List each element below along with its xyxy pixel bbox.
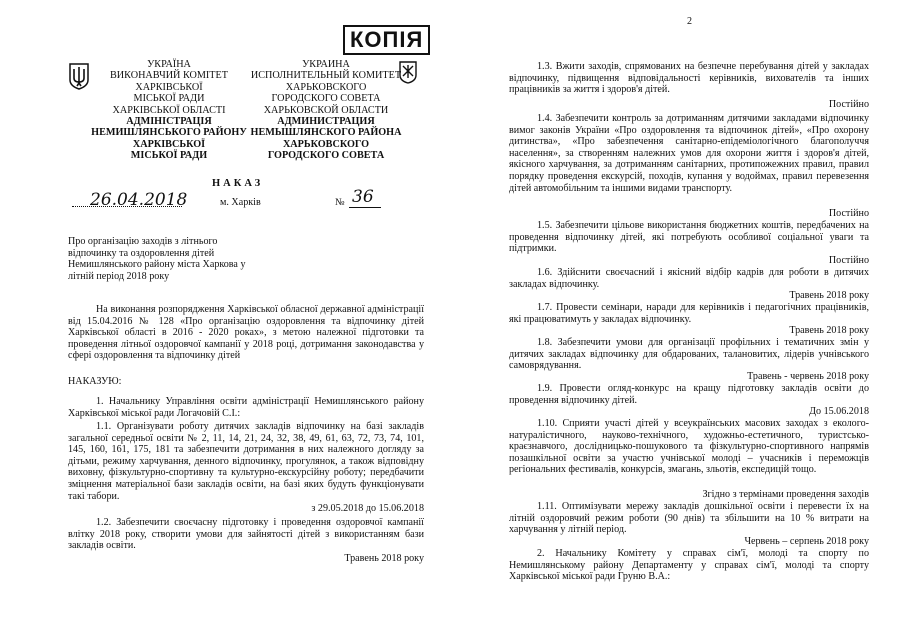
order-word: НАКАЗУЮ: [68,376,122,387]
item-1-6-term: Травень 2018 року [789,290,869,301]
item-1-8: 1.8. Забезпечити умови для організації профільних і тематичних змін у дитячих закладах відпочинку для обдарованих, талановитих, лідерів учнівського самоврядування. [509,337,869,372]
item-1: 1. Начальнику Управління освіти адміністрації Немишлянського району Харківської міської ради Логачовій С.І.: [68,396,424,419]
item-1-9: 1.9. Провести огляд-конкурс на кращу підготовку закладів освіти до проведення відпочинку дітей. [509,383,869,406]
item-1-2-term: Травень 2018 року [344,553,424,564]
page-right [451,0,902,640]
document-type: НАКАЗ [212,178,264,189]
item-1-1: 1.1. Організувати роботу дитячих закладів відпочинку на базі закладів загальної середньої освіти № 2, 11, 14, 21, 24, 32, 38, 49, 61, 63, 72, 73, 74, 101, 145, 160, 161, 175, 181 та забезпечити дотримання в них належного догляду за дітьми, режиму харчування, денного відпочинку, прогулянок, а також відповідну виховну, фізкультурно-спортивну та культурно-екскурсійну роботу; передбачити зміцнення матеріальної бази закладів освіти, на базі яких будуть функціонувати такі табори. [68,421,424,502]
item-1-8-term: Травень - червень 2018 року [747,371,869,382]
item-1-3: 1.3. Вжити заходів, спрямованих на безпечне перебування дітей у закладах відпочинку, підвищення відповідальності керівників, вихователів та інших працівників за життя і здоров'я дітей. [509,61,869,96]
handwritten-date: 26.04.2018 [90,190,188,210]
item-1-10-term: Згідно з термінами проведення заходів [702,489,869,500]
item-1-7: 1.7. Провести семінари, наради для керівників і педагогічних працівників, які працюватимуть у закладах відпочинку. [509,302,869,325]
item-1-11: 1.11. Оптимізувати мережу закладів дошкільної освіти і перевести їх на літній оздоровчий режим роботи (90 днів) та збільшити на 10 % витрати на харчування у літній період. [509,501,869,536]
item-1-2: 1.2. Забезпечити своєчасну підготовку і проведення оздоровчої кампанії влітку 2018 року, створити умови для зайнятості дітей з використанням бази закладів освіти. [68,517,424,552]
item-2: 2. Начальнику Комітету у справах сім'ї, молоді та спорту по Немишлянському району Департаменту у справах сім'ї, молоді та спорту Харківської міської ради Груню В.А.: [509,548,869,583]
item-1-1-term: з 29.05.2018 до 15.06.2018 [311,503,424,514]
copy-stamp: КОПІЯ [343,25,430,55]
header-russian: УКРАИНА ИСПОЛНИТЕЛЬНЫЙ КОМИТЕТ ХАРЬКОВСКОГО ГОРОДСКОГО СОВЕТА ХАРЬКОВСКОЙ ОБЛАСТИ АДМИНИСТРАЦИЯ НЕМЫШЛЯНСКОГО РАЙОНА ХАРЬКОВСКОГО ГОРОДСКОГО СОВЕТА [250,59,402,162]
handwritten-number: 36 [352,187,374,207]
preamble: На виконання розпорядження Харківської обласної державної адміністрації від 15.04.2016 № 128 «Про організацію оздоровлення та відпочинку дітей Харківської області в 2016 - 2020 роках», з метою належної підготовки та проведення літньої оздоровчої кампанії у 2018 році, дотримання законодавства у сфері оздоровлення та відпочинку дітей [68,304,424,362]
order-title: Про організацію заходів з літнього відпочинку та оздоровлення дітей Немишлянського району міста Харкова у літній період 2018 року [68,236,246,282]
item-1-6: 1.6. Здійснити своєчасний і якісний відбір кадрів для роботи в дитячих закладах відпочинку. [509,267,869,290]
item-1-4-term: Постійно [828,208,869,219]
page-number: 2 [687,16,693,27]
item-1-9-term: До 15.06.2018 [809,406,869,417]
item-1-3-term: Постійно [828,99,869,110]
item-1-7-term: Травень 2018 року [789,325,869,336]
item-1-11-term: Червень – серпень 2018 року [744,536,869,547]
city-coat-of-arms-icon [398,60,418,84]
number-label: № [335,197,345,208]
header-ukrainian: УКРАЇНА ВИКОНАВЧИЙ КОМІТЕТ ХАРКІВСЬКОЇ МІСЬКОЇ РАДИ ХАРКІВСЬКОЇ ОБЛАСТІ АДМІНІСТРАЦІЯ НЕМИШЛЯНСЬКОГО РАЙОНУ ХАРКІВСЬКОЇ МІСЬКОЇ РАДИ [91,59,247,162]
city: м. Харків [220,197,261,208]
item-1-10: 1.10. Сприяти участі дітей у всеукраїнських масових заходах з еколого-натуралістичного, науково-технічного, художньо-естетичного, туристсько-краєзнавчого, дослідницько-пошукового та фізкультурно-спортивного напрямів позашкільної освіти за участю учнівської молоді – учасників і переможців регіональних фестивалів, конкурсів, змагань, зльотів, експедицій тощо. [509,418,869,476]
item-1-5: 1.5. Забезпечити цільове використання бюджетних коштів, передбачених на проведення відпочинку дітей, які потребують особливої соціальної уваги та підтримки. [509,220,869,255]
item-1-4: 1.4. Забезпечити контроль за дотриманням дитячими закладами відпочинку вимог законів України «Про оздоровлення та відпочинок дітей», «Про охорону дитинства», «Про забезпечення санітарно-епідеміологічного благополуччя населення», за створенням належних умов для охорони життя і здоров'я дітей, якісного харчування, за дотриманням санітарних, протипожежних правил, правил порядку проведення екскурсій, походів, купання у водоймах, правил перевезення дітей автомобільним та іншими видами транспорту. [509,113,869,194]
number-line [349,207,381,208]
item-1-5-term: Постійно [828,255,869,266]
